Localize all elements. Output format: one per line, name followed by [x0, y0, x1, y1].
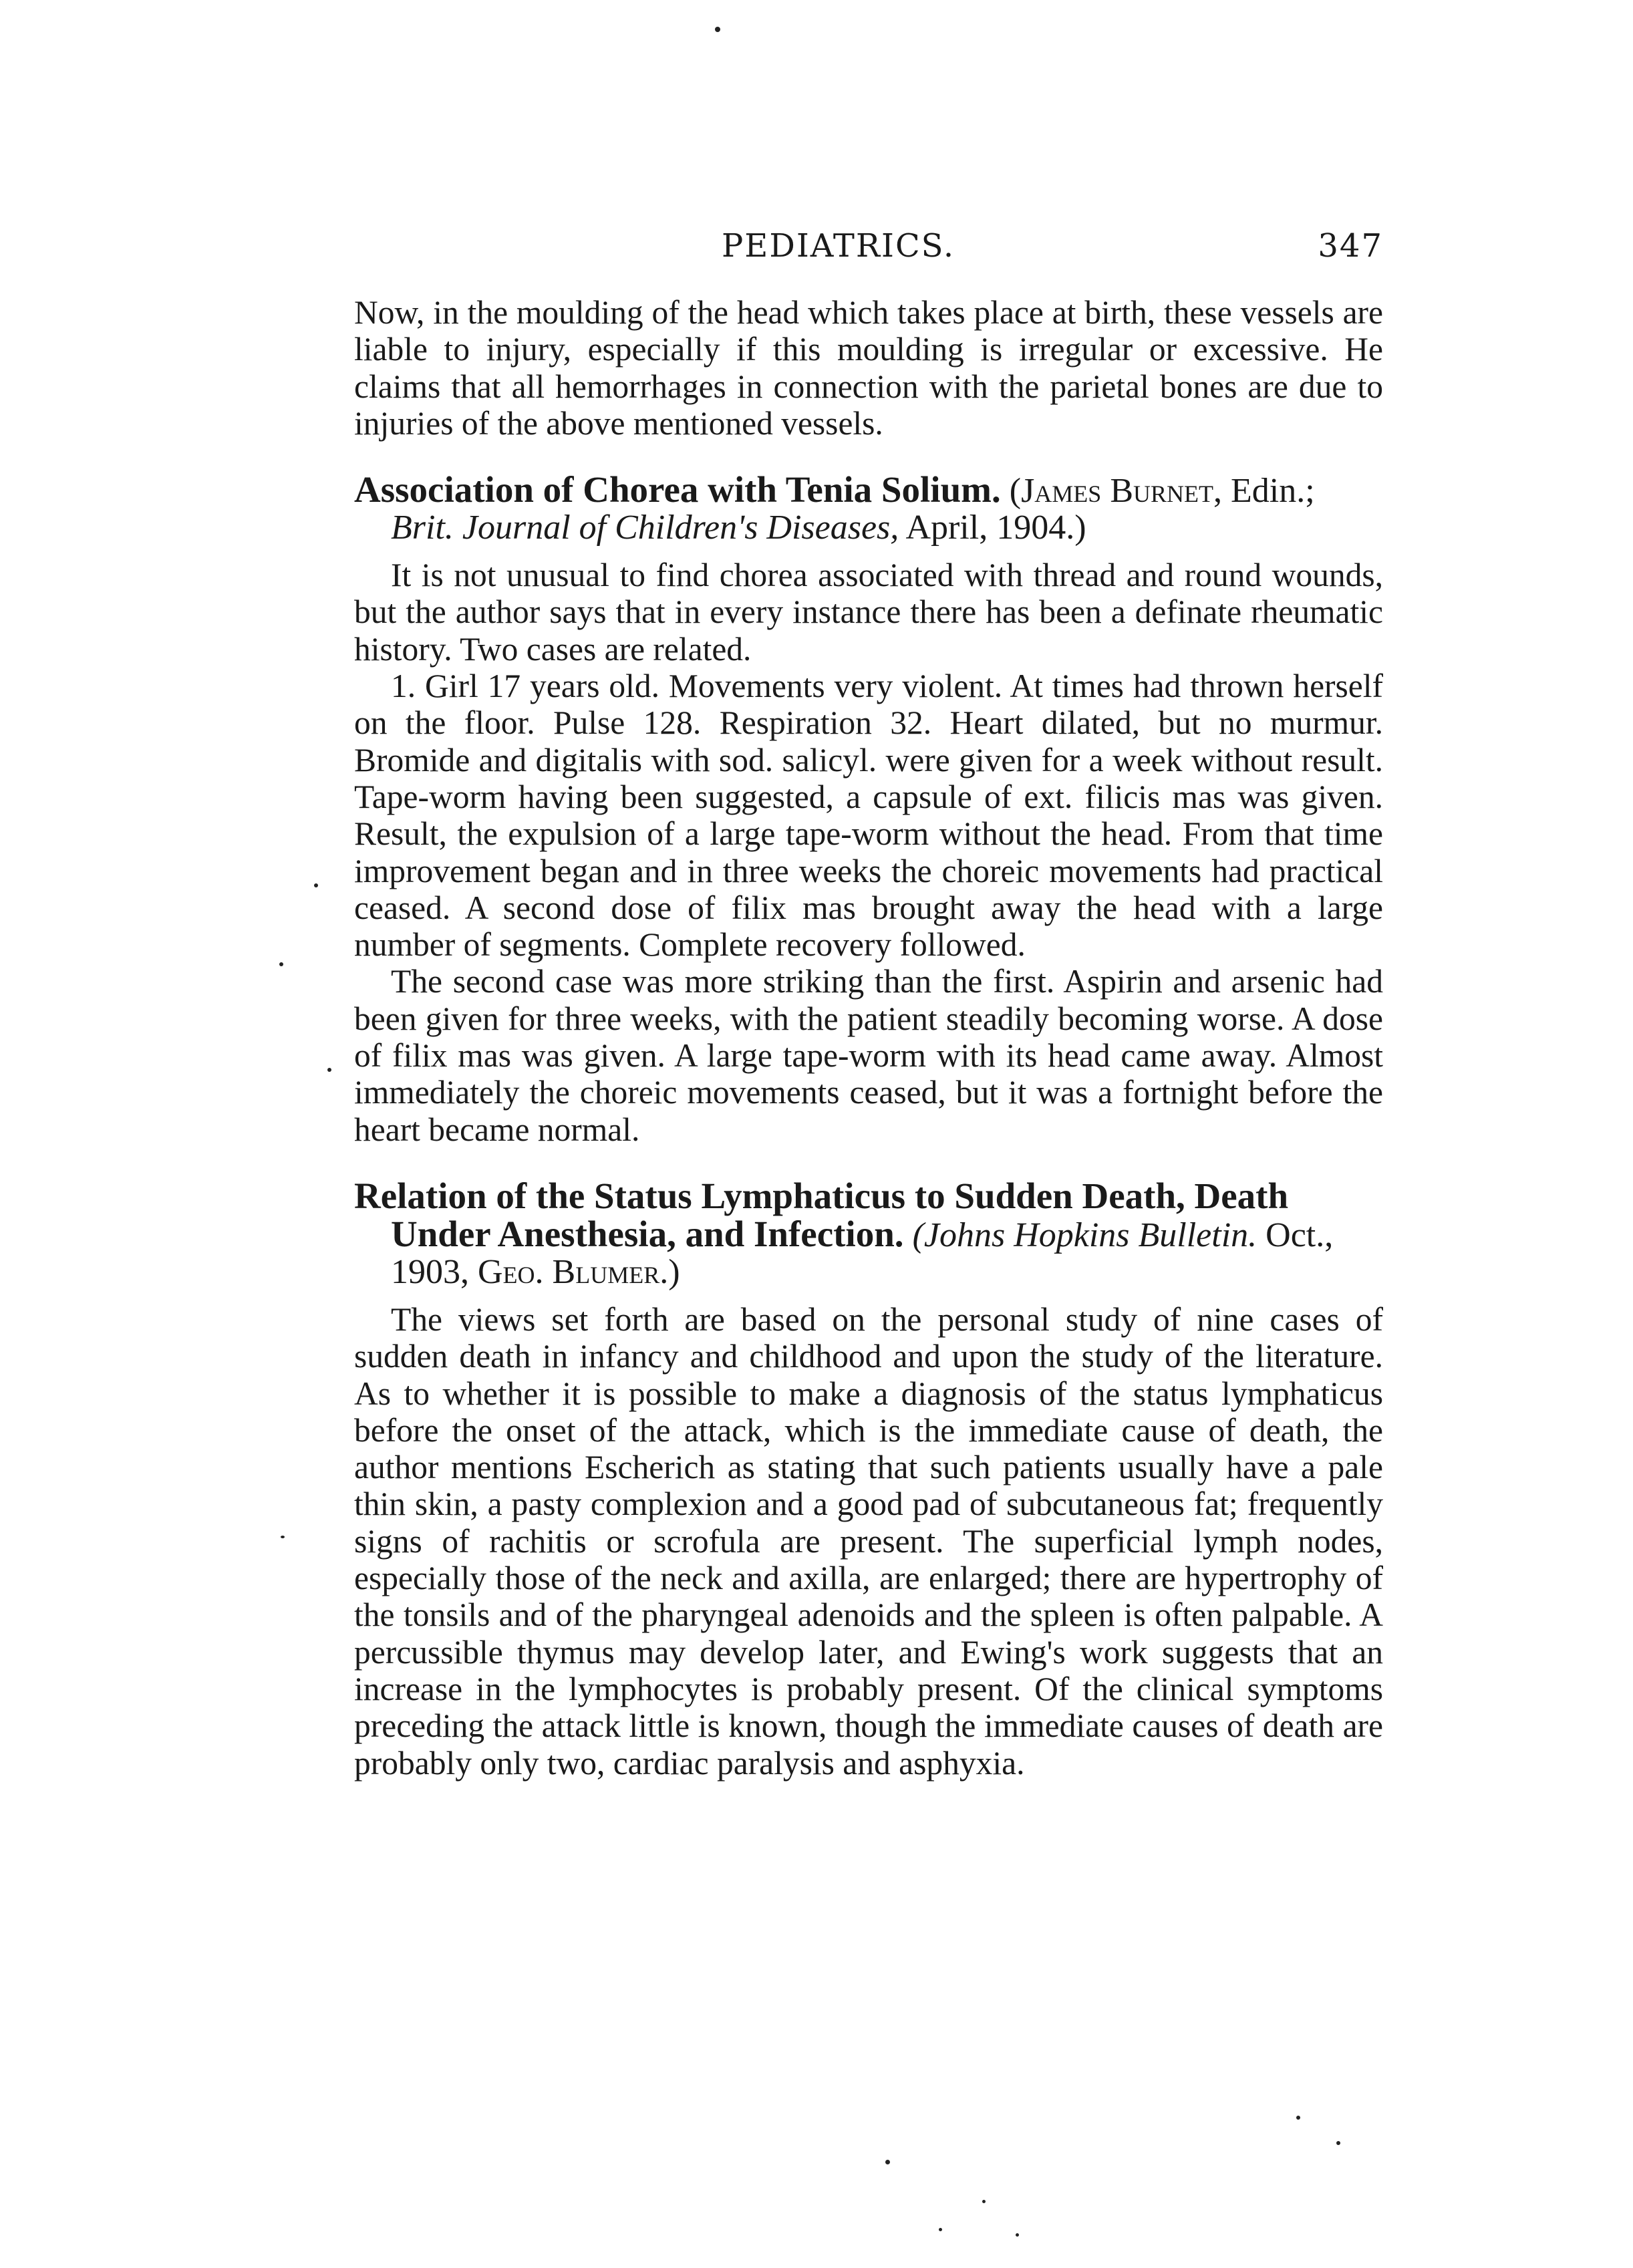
page-body [354, 294, 1383, 1782]
scan-speck [327, 1068, 331, 1072]
article-heading-status-lymphaticus [354, 1177, 1383, 1290]
article-title: Relation of the Status Lymphaticus to Sudden Death, Death Under Anesthesia, and Infection. [354, 1175, 1289, 1254]
running-head [354, 227, 1383, 274]
intro-paragraph: Now, in the moulding of the head which takes place at birth, these vessels are liable to injury, especially if this moulding is irregular or excessive. He claims that all hemorrhages in connection with the parietal bones are due to injuries of the above mentioned vessels. [354, 294, 1383, 442]
scan-speck [939, 2228, 942, 2231]
scan-speck [1296, 2116, 1300, 2120]
article-date: Oct., 1903, [391, 1216, 1334, 1291]
article-paragraph: The views set forth are based on the personal study of nine cases of sudden death in infancy and childhood and upon the study of the literature. As to whether it is possible to make a diagnosis of the status lymphaticus before the onset of the attack, which is the immediate cause of death, the author mentions Escherich as stating that such patients usually have a pale thin skin, a pasty complexion and a good pad of subcutaneous fat; frequently signs of rachitis or scrofula are present. The superficial lymph nodes, especially those of the neck and axilla, are enlarged; there are hypertrophy of the tonsils and of the pharyngeal adenoids and the spleen is often palpable. A percussible thymus may develop later, and Ewing's work suggests that an increase in the lymphocytes is probably present. Of the clinical symptoms preceding the attack little is known, though the immediate causes of death are probably only two, cardiac paralysis and asphyxia. [354, 1300, 1383, 1782]
article-heading-chorea [354, 471, 1383, 546]
scan-speck [314, 883, 318, 887]
article-title: Association of Chorea with Tenia Solium. [354, 469, 1001, 511]
article-author: (James Burnet, [1009, 472, 1222, 511]
article-date: April, 1904.) [905, 509, 1086, 547]
scan-speck [982, 2200, 986, 2203]
scan-speck [1016, 2233, 1019, 2237]
article-author: Geo. Blumer.) [478, 1252, 680, 1291]
article-journal: (Johns Hopkins Bulletin. [912, 1216, 1257, 1254]
scan-speck [281, 1536, 285, 1538]
scan-speck [885, 2160, 890, 2164]
article-place: Edin.; [1231, 472, 1315, 511]
article-journal: Brit. Journal of Children's Diseases, [391, 509, 899, 547]
scan-speck [715, 27, 720, 32]
article-paragraph: It is not unusual to find chorea associated with thread and round wounds, but the author says that in every instance there has been a definate rheumatic history. Two cases are related. [354, 557, 1383, 668]
article-paragraph: The second case was more striking than the first. Aspirin and arsenic had been given for three weeks, with the patient steadily becoming worse. A dose of filix mas was given. A large tape-worm with its head came away. Almost immediately the choreic movements ceased, but it was a fortnight before the heart became normal. [354, 963, 1383, 1148]
page-number: 347 [1318, 227, 1383, 265]
scan-speck [279, 962, 283, 966]
scan-speck [1336, 2141, 1340, 2145]
running-head-title: PEDIATRICS. [722, 227, 955, 265]
article-paragraph: 1. Girl 17 years old. Movements very violent. At times had thrown herself on the floor. Pulse 128. Respiration 32. Heart dilated, but no murmur. Bromide and digitalis with sod. salicyl. were given for a week without result. Tape-worm having been suggested, a capsule of ext. filicis mas was given. Result, the expulsion of a large tape-worm without the head. From that time improvement began and in three weeks the choreic movements had practical ceased. A second dose of filix mas brought away the head with a large number of segments. Complete recovery followed. [354, 668, 1383, 964]
